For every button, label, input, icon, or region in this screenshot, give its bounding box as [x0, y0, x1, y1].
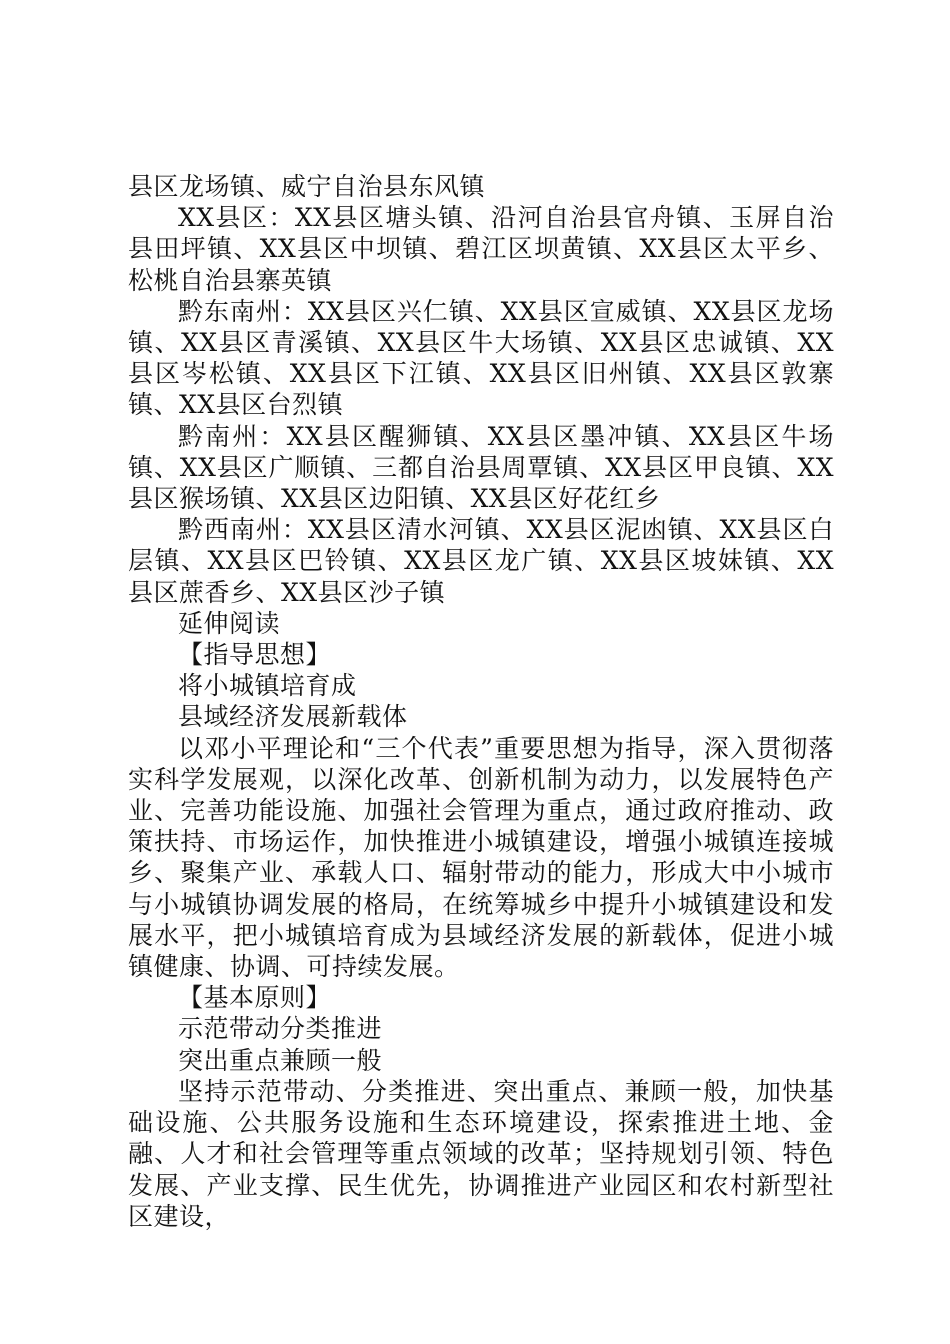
- paragraph-xx-county: XX县区：XX县区塘头镇、沿河自治县官舟镇、玉屏自治县田坪镇、XX县区中坝镇、碧江区坝黄镇、XX县区太平乡、松桃自治县寨英镇: [128, 203, 834, 295]
- heading-extended-reading: 延伸阅读: [178, 608, 281, 638]
- paragraph-basic-principles: 坚持示范带动、分类推进、突出重点、兼顾一般，加快基础设施、公共服务设施和生态环境建设，探索推进土地、金融、人才和社会管理等重点领域的改革；坚持规划引领、特色发展、产业支撑、民生优先，协调推进产业园区和农村新型社区建设，: [128, 1076, 834, 1231]
- subheading-2: 县域经济发展新载体: [178, 702, 408, 732]
- paragraph-guiding-ideology: 以邓小平理论和“三个代表”重要思想为指导，深入贯彻落实科学发展观，以深化改革、创新机制为动力，以发展特色产业、完善功能设施、加强社会管理为重点，通过政府推动、政策扶持、市场运作，加快推进小城镇建设，增强小城镇连接城乡、聚集产业、承载人口、辐射带动的能力，形成大中小城市与小城镇协调发展的格局，在统筹城乡中提升小城镇建设和发展水平，把小城镇培育成为县域经济发展的新载体，促进小城镇健康、协调、可持续发展。: [128, 733, 834, 982]
- document-body: [128, 171, 834, 1232]
- paragraph-qiandongnan: 黔东南州：XX县区兴仁镇、XX县区宣威镇、XX县区龙场镇、XX县区青溪镇、XX县区牛大场镇、XX县区忠诚镇、XX县区岑松镇、XX县区下江镇、XX县区旧州镇、XX县区敦寨镇、XX县区台烈镇: [128, 296, 834, 420]
- paragraph-qiannan: 黔南州：XX县区醒狮镇、XX县区墨冲镇、XX县区牛场镇、XX县区广顺镇、三都自治县周覃镇、XX县区甲良镇、XX县区猴场镇、XX县区边阳镇、XX县区好花红乡: [128, 421, 834, 514]
- subheading-3: 示范带动分类推进: [178, 1014, 383, 1044]
- heading-basic-principles: 【基本原则】: [178, 983, 332, 1013]
- subheading-4: 突出重点兼顾一般: [178, 1045, 383, 1075]
- paragraph-qianxinan: 黔西南州：XX县区清水河镇、XX县区泥凼镇、XX县区白层镇、XX县区巴铃镇、XX县区龙广镇、XX县区坡妹镇、XX县区蔗香乡、XX县区沙子镇: [128, 515, 834, 607]
- paragraph-continuation: 县区龙场镇、威宁自治县东风镇: [128, 172, 486, 201]
- heading-guiding-ideology: 【指导思想】: [178, 640, 332, 670]
- subheading-1: 将小城镇培育成: [178, 671, 357, 701]
